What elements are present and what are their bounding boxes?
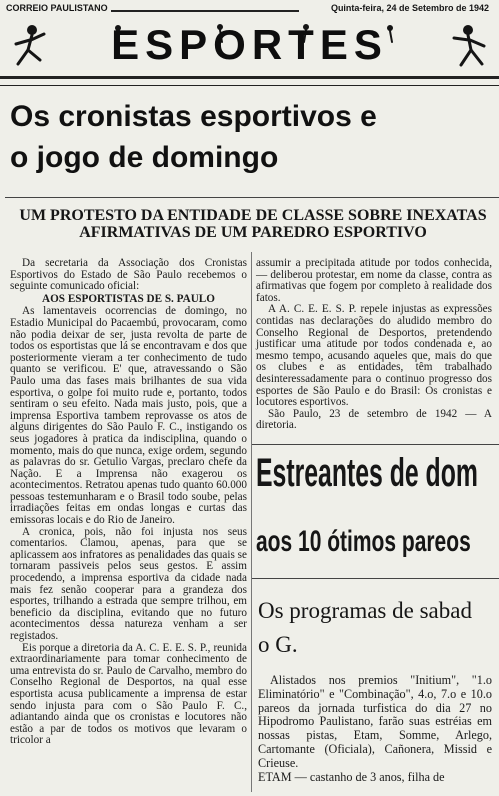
story2-headline-line-2: aos 10 ótimos pareos: [256, 525, 471, 558]
masthead-double-rule: [0, 76, 499, 86]
story2-body: [258, 674, 492, 784]
story2-paragraph: Alistados nos premios "Initium", "1.o Eliminatório" e "Combinação", 4.o, 7.o e 10.o pareos da jornada turfistica do dia 27 no Hipodromo Paulistano, farão suas estréias em nossas pistas, Etam, Somme, Arlego, Cartomante (Oficiala), Cañonera, Missid e Crieuse.: [258, 673, 492, 770]
masthead-top-line: [6, 3, 489, 17]
article-signature: São Paulo, 23 de setembro de 1942 — A diretoria.: [256, 407, 492, 432]
section-banner: [6, 18, 493, 72]
article-paragraph: assumir a precipitada atitude por todos conhecida, — deliberou protestar, em nome da classe, contra as afirmativas que fogem por completo à realidade dos fatos.: [256, 257, 492, 304]
story2-headline-rule: [252, 578, 499, 579]
story2-top-rule: [252, 444, 499, 445]
issue-date: Quinta-feira, 24 de Setembro de 1942: [330, 3, 489, 13]
article-paragraph: Eis porque a diretoria da A. C. E. E. S. P., reunida extraordinariamente para tomar conhecimento de uma entrevista do sr. Paulo de Carvalho, membro do Conselho Regional de Desportos, na qual esse esportista acusa publicamente a imprensa de estar sendo injusta para com o São Paulo F. C., adiantando ainda que os cronistas e locutores não estão a par de todos os motivos que levaram o tricolor a: [10, 641, 247, 747]
article-paragraph: Da secretaria da Associação dos Cronistas Esportivos do Estado de São Paulo recebemos o seguinte comunicado oficial:: [10, 257, 247, 293]
article-column-2: [256, 258, 492, 432]
article-column-1: [10, 258, 247, 747]
masthead-rule: [111, 10, 299, 12]
article-subheadline: UM PROTESTO DA ENTIDADE DE CLASSE SOBRE INEXATAS AFIRMATIVAS DE UM PAREDRO ESPORTIVO: [19, 207, 487, 241]
story2-paragraph: ETAM — castanho de 3 anos, filha de: [258, 769, 445, 784]
section-title: ESPORTES: [111, 21, 388, 68]
article-paragraph: A A. C. E. E. S. P. repele injustas as expressões contidas nas declarações do aludido membro do Conselho Regional de Desportos, pretendendo justificar uma atitude por todos condenada e, ao mesmo tempo, acusando aqueles que, mais do que os clubes e as entidades, têm trabalhado desinteressadamente para o continuo progresso dos esportes de São Paulo e do Brasil: Os cronistas e locutores esportivos.: [256, 303, 492, 409]
story2-subheadline: Os programas de sabad o G.: [258, 598, 472, 657]
column-divider: [251, 252, 252, 792]
article-section-heading: AOS ESPORTISTAS DE S. PAULO: [42, 292, 215, 305]
article-paragraph: As lamentaveis ocorrencias de domingo, no Estadio Municipal do Pacaembú, provocaram, como não podia deixar de ser, justa revolta de parte de todos os esportistas que lá se encontravam e dos que posteriormente vieram a ter conhecimento de tudo quanto se verificou. E' que, atravessando o São Paulo uma das fases mais brilhantes de sua vida esportiva, o golpe foi muito rude e, portanto, todos sentiram o seu efeito. Nada mais justo, pois, que a imprensa Esportiva tambem reprovasse os atos de alguns dirigentes do São Paulo F. C., instigando os seus jogadores à pratica da indisciplina, quando o momento, mais do que nunca, exige ordem, segundo as palavras do sr. Getulio Vargas, preclaro chefe da Nação. E a Imprensa não exagerou os acontecimentos. Retratou apenas tudo quanto 60.000 pessoas testemunharam e o Brasil todo soube, pelas irradiações feitas em ondas longas e curtas das emissoras locais e do Rio de Janeiro.: [10, 305, 247, 527]
headline-rule: [5, 197, 499, 198]
article-headline: Os cronistas esportivos e o jogo de domingo: [10, 100, 377, 174]
story2-headline-line-1: Estreantes de dom: [256, 451, 478, 495]
article-paragraph: A cronica, pois, não foi injusta nos seus comentarios. Clamou, apenas, para que se aplicassem aos infratores as penalidades das quais se tornaram passiveis pelos seus gestos. E assim procedendo, a imprensa esportiva da cidade nada mais fez senão cooperar para a grandeza dos esportes, trilhando a estrada que sempre trilhou, em beneficio da disciplina, evitando que no futuro acontecimentos dessa natureza venham a ser registados.: [10, 525, 247, 642]
paper-name: CORREIO PAULISTANO: [6, 3, 108, 13]
